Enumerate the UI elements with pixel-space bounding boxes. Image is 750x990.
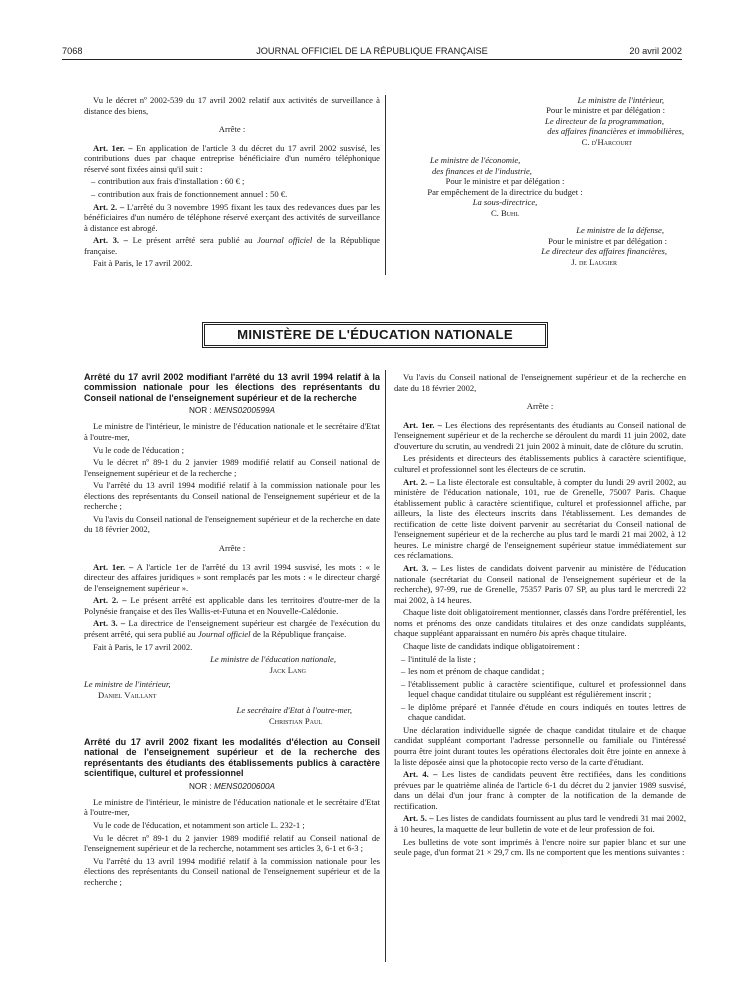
signatory-title: Le ministre de l'économie,	[430, 155, 521, 166]
article-text: de la République française.	[84, 235, 380, 256]
article-text: Chaque liste doit obligatoirement mentionner, classés dans l'ordre préférentiel, les noms et prénoms des onze candidats titulaires et des onze candidats suppléants, chaque suppléant apparaissant en numéro	[394, 607, 686, 639]
signatory-name: C. d'Harcourt	[581, 136, 632, 147]
delegation-line: Pour le ministre et par délégation :	[445, 176, 565, 187]
article-label: Art. 3. –	[403, 563, 437, 573]
article-label: Art. 1er. –	[93, 142, 133, 153]
article-label: Art. 5. –	[403, 813, 434, 824]
article-text: Les listes de candidats fournissent au plus tard le vendredi 31 mai 2002, à 10 heures, la maquette de leur bulletin de vote et de leur profession de foi.	[394, 813, 686, 834]
journal-reference: Journal officiel	[197, 628, 251, 639]
visa-paragraph: Vu le décret nº 89-1 du 2 janvier 1989 modifié relatif au Conseil national de l'enseignement supérieur et de la recherche, notamment ses articles 3, 6-1 et 6-3 ;	[84, 832, 380, 854]
article-4	[394, 769, 686, 811]
signatory-title: Le directeur de la programmation,	[545, 115, 664, 126]
arrete-heading: Arrête :	[218, 543, 246, 554]
preamble-paragraph: Le ministre de l'intérieur, le ministre de l'éducation nationale et le secrétaire d'Etat à l'outre-mer,	[84, 421, 380, 442]
arrete-heading: Arrête :	[218, 124, 246, 135]
article-text: La directrice de l'enseignement supérieur est chargée de l'exécution du présent arrêté, qui sera publié au	[84, 618, 380, 639]
article-paragraph: Les bulletins de vote sont imprimés à l'encre noire sur papier blanc et sur une seule page, d'un format 21 × 29,7 cm. Ils ne comportent que les mentions suivantes :	[394, 836, 686, 858]
signatory-name: Christian Paul	[269, 715, 322, 726]
bullet-item: – le diplôme préparé et l'année d'étude en cours indiqués en toutes lettres de chaque candidat.	[394, 702, 686, 723]
article-2	[394, 477, 686, 562]
article-label: Art. 4. –	[403, 769, 438, 780]
article-label: Art. 3. –	[93, 235, 128, 246]
article-text: La liste électorale est consultable, à compter du lundi 29 avril 2002, au ministère de l'éducation nationale, 101, rue de Grenelle, 75007 Paris. Chaque établissement public à caractère scientifique, culturel et professionnel affiche, par ailleurs, la liste des électeurs inscrits dans l'établissement. Les demandes de rectification de cette liste doivent parvenir au secrétariat du Conseil national de l'enseignement supérieur et de la recherche au plus tard le mardi 21 mai 2002, à 12 heures. Le ministre chargé de l'enseignement supérieur statue immédiatement sur ces réclamations.	[394, 476, 686, 561]
article-5	[394, 813, 686, 834]
article-text: après chaque titulaire.	[548, 628, 627, 639]
article-text: L'arrêté du 3 novembre 1995 fixant les taux des redevances dues par les bénéficiaires d'un numéro de téléphone réservé exerçant des activités de surveillance à distance est abrogé.	[84, 201, 380, 233]
journal-reference: Journal officiel	[257, 235, 313, 246]
bullet-item: – l'intitulé de la liste ;	[394, 654, 686, 665]
article-text: Le présent arrêté est applicable dans les territoires d'outre-mer de la Polynésie française et des îles Wallis-et-Futuna et en Nouvelle-Calédonie.	[84, 595, 380, 616]
delegation-line: Pour le ministre et par délégation :	[546, 105, 665, 116]
column-divider	[385, 95, 386, 275]
article-1	[394, 420, 686, 452]
article-label: Art. 1er. –	[403, 419, 442, 430]
visa-paragraph: Vu le décret nº 89-1 du 2 janvier 1989 modifié relatif au Conseil national de l'enseignement supérieur et de la recherche ;	[84, 457, 380, 478]
signatory-name: J. de Laugier	[571, 256, 617, 267]
signatory-title: La sous-directrice,	[472, 197, 538, 208]
signatory-title: Le ministre de l'éducation nationale,	[210, 654, 336, 665]
article-label: Art. 2. –	[93, 595, 127, 606]
signature-place-date: Fait à Paris, le 17 avril 2002.	[93, 641, 193, 652]
visa-paragraph: Vu le code de l'éducation ;	[93, 444, 184, 455]
article-1	[84, 562, 380, 594]
column-divider	[385, 370, 386, 962]
decree-title: Arrêté du 17 avril 2002 fixant les modalités d'élection au Conseil national de l'enseignement supérieur et de la recherche des représentants des étudiants des établissements publics à caractère scientifique, culturel et professionnel	[84, 736, 380, 779]
nor-code: MENS0200599A	[214, 406, 276, 416]
visa-paragraph: Vu l'arrêté du 13 avril 1994 modifié relatif à la commission nationale pour les élections des représentants du Conseil national de l'enseignement supérieur et de la recherche ;	[84, 480, 380, 512]
article-paragraph: Une déclaration individuelle signée de chaque candidat titulaire et de chaque candidat suppléant comportant l'adresse personnelle ou familiale ou l'intéressé pourra être joint durant toutes les opérations électorales doit être jointe en annexe à la liste déposée ainsi que la photocopie recto verso de la carte d'étudiant.	[394, 724, 686, 767]
nor-reference	[84, 782, 380, 792]
article-3	[84, 618, 380, 639]
article-text: A l'article 1er de l'arrêté du 13 avril 1994 susvisé, les mots : « le directeur des affaires juridiques » sont remplacés par les mots : « le directeur chargé de l'enseignement supérieur ».	[84, 561, 380, 593]
nor-reference	[84, 406, 380, 416]
signatory-name: Jack Lang	[269, 664, 306, 675]
top-right-signatures	[394, 95, 684, 267]
decree-signatures	[84, 654, 380, 726]
top-left-column	[84, 95, 380, 271]
signatory-title: Le directeur des affaires financières,	[541, 246, 667, 257]
visa-paragraph: Vu le code de l'éducation, et notamment son article L. 232-1 ;	[93, 819, 305, 830]
signatory-title: des affaires financières et immobilières,	[547, 126, 684, 137]
article-text: En application de l'article 3 du décret du 17 avril 2002 susvisé, les contributions dues par chaque entreprise bénéficiaire d'un numéro téléphonique réservé sont fixées ainsi qu'il suit :	[84, 142, 380, 174]
delegation-line: Pour le ministre et par délégation :	[548, 235, 667, 246]
bullet-item: – les nom et prénom de chaque candidat ;	[394, 666, 686, 677]
bullet-item: – l'établissement public à caractère scientifique, culturel et professionnel dans lequel chaque candidat titulaire ou suppléant est régulièrement inscrit ;	[394, 679, 686, 700]
nor-label: NOR :	[188, 781, 215, 791]
article-2	[84, 595, 380, 616]
visa-paragraph: Vu le décret nº 2002-539 du 17 avril 2002 relatif aux activités de surveillance à distance des biens,	[84, 95, 380, 116]
article-label: Art. 1er. –	[93, 561, 134, 572]
signatory-title: Le secrétaire d'Etat à l'outre-mer,	[236, 705, 352, 716]
signatory-title: des finances et de l'industrie,	[432, 165, 532, 176]
signatory-name: C. Buhl	[490, 207, 520, 218]
article-text: Les listes de candidats doivent parvenir au ministère de l'éducation nationale (secrétariat du Conseil national de l'enseignement supérieur et de la recherche), 97-99, rue de Grenelle, 75357 Paris 07 SP, au plus tard le mercredi 22 mai 2002, à 14 heures.	[394, 563, 686, 605]
article-2	[84, 202, 380, 234]
article-3	[84, 235, 380, 256]
article-text: Le présent arrêté sera publié au	[132, 235, 258, 246]
article-paragraph	[394, 607, 686, 639]
signatory-title: Le ministre de la défense,	[576, 225, 664, 236]
decree-title: Arrêté du 17 avril 2002 modifiant l'arrêté du 13 avril 1994 relatif à la commission nationale pour les élections des représentants du Conseil national de l'enseignement supérieur et de la recherche	[84, 372, 380, 403]
visa-paragraph: Vu l'arrêté du 13 avril 1994 modifié relatif à la commission nationale pour les élections des représentants du Conseil national de l'enseignement supérieur et de la recherche ;	[84, 855, 380, 887]
issue-date: 20 avril 2002	[629, 46, 682, 56]
article-text: Les listes de candidats peuvent être rectifiées, dans les conditions prévues par le quatrième alinéa de l'article 6-1 du décret du 2 janvier 1989 susvisé, dans un délai d'un jour franc à compter de la notification de la demande de rectification.	[394, 769, 686, 811]
article-label: Art. 2. –	[93, 201, 125, 212]
delegation-line: Par empêchement de la directrice du budget :	[427, 186, 583, 197]
article-text: Les élections des représentants des étudiants au Conseil national de l'enseignement supérieur et de la recherche se déroulent du mardi 11 juin 2002, date d'ouverture du scrutin, au vendredi 21 juin 2002 à minuit, date de clôture du scrutin.	[394, 419, 686, 451]
nor-label: NOR :	[188, 406, 215, 416]
page-number: 7068	[62, 46, 83, 56]
bullet-item: – contribution aux frais de fonctionnement annuel : 50 €.	[84, 189, 380, 200]
running-header	[62, 46, 682, 60]
arrete-heading: Arrête :	[526, 401, 554, 412]
visa-paragraph: Vu l'avis du Conseil national de l'enseignement supérieur et de la recherche en date du 18 février 2002,	[84, 513, 380, 535]
signatory-title: Le ministre de l'intérieur,	[577, 95, 664, 105]
article-label: Art. 2. –	[403, 476, 435, 487]
article-text: bis	[538, 628, 549, 639]
ministry-banner: MINISTÈRE DE L'ÉDUCATION NATIONALE	[202, 322, 548, 348]
nor-code: MENS0200600A	[214, 781, 276, 791]
article-3	[394, 563, 686, 605]
visa-paragraph: Vu l'avis du Conseil national de l'enseignement supérieur et de la recherche en date du 18 février 2002,	[394, 372, 686, 393]
journal-title: JOURNAL OFFICIEL DE LA RÉPUBLIQUE FRANÇAISE	[256, 46, 488, 56]
preamble-paragraph: Le ministre de l'intérieur, le ministre de l'éducation nationale et le secrétaire d'Etat à l'outre-mer,	[84, 796, 380, 818]
article-text: de la République française.	[250, 628, 347, 639]
article-label: Art. 3. –	[93, 618, 126, 629]
article-1	[84, 143, 380, 175]
signature-place-date: Fait à Paris, le 17 avril 2002.	[93, 258, 193, 269]
article-paragraph: Chaque liste de candidats indique obligatoirement :	[403, 640, 580, 651]
left-column	[84, 372, 380, 889]
right-column	[394, 372, 686, 860]
bullet-item: – contribution aux frais d'installation : 60 € ;	[84, 176, 380, 187]
signatory-name: Daniel Vaillant	[98, 689, 157, 700]
article-paragraph: Les présidents et directeurs des établissements publics à caractère scientifique, culturel et professionnel sont les électeurs de ce scrutin.	[394, 453, 686, 474]
signatory-title: Le ministre de l'intérieur,	[84, 679, 171, 690]
